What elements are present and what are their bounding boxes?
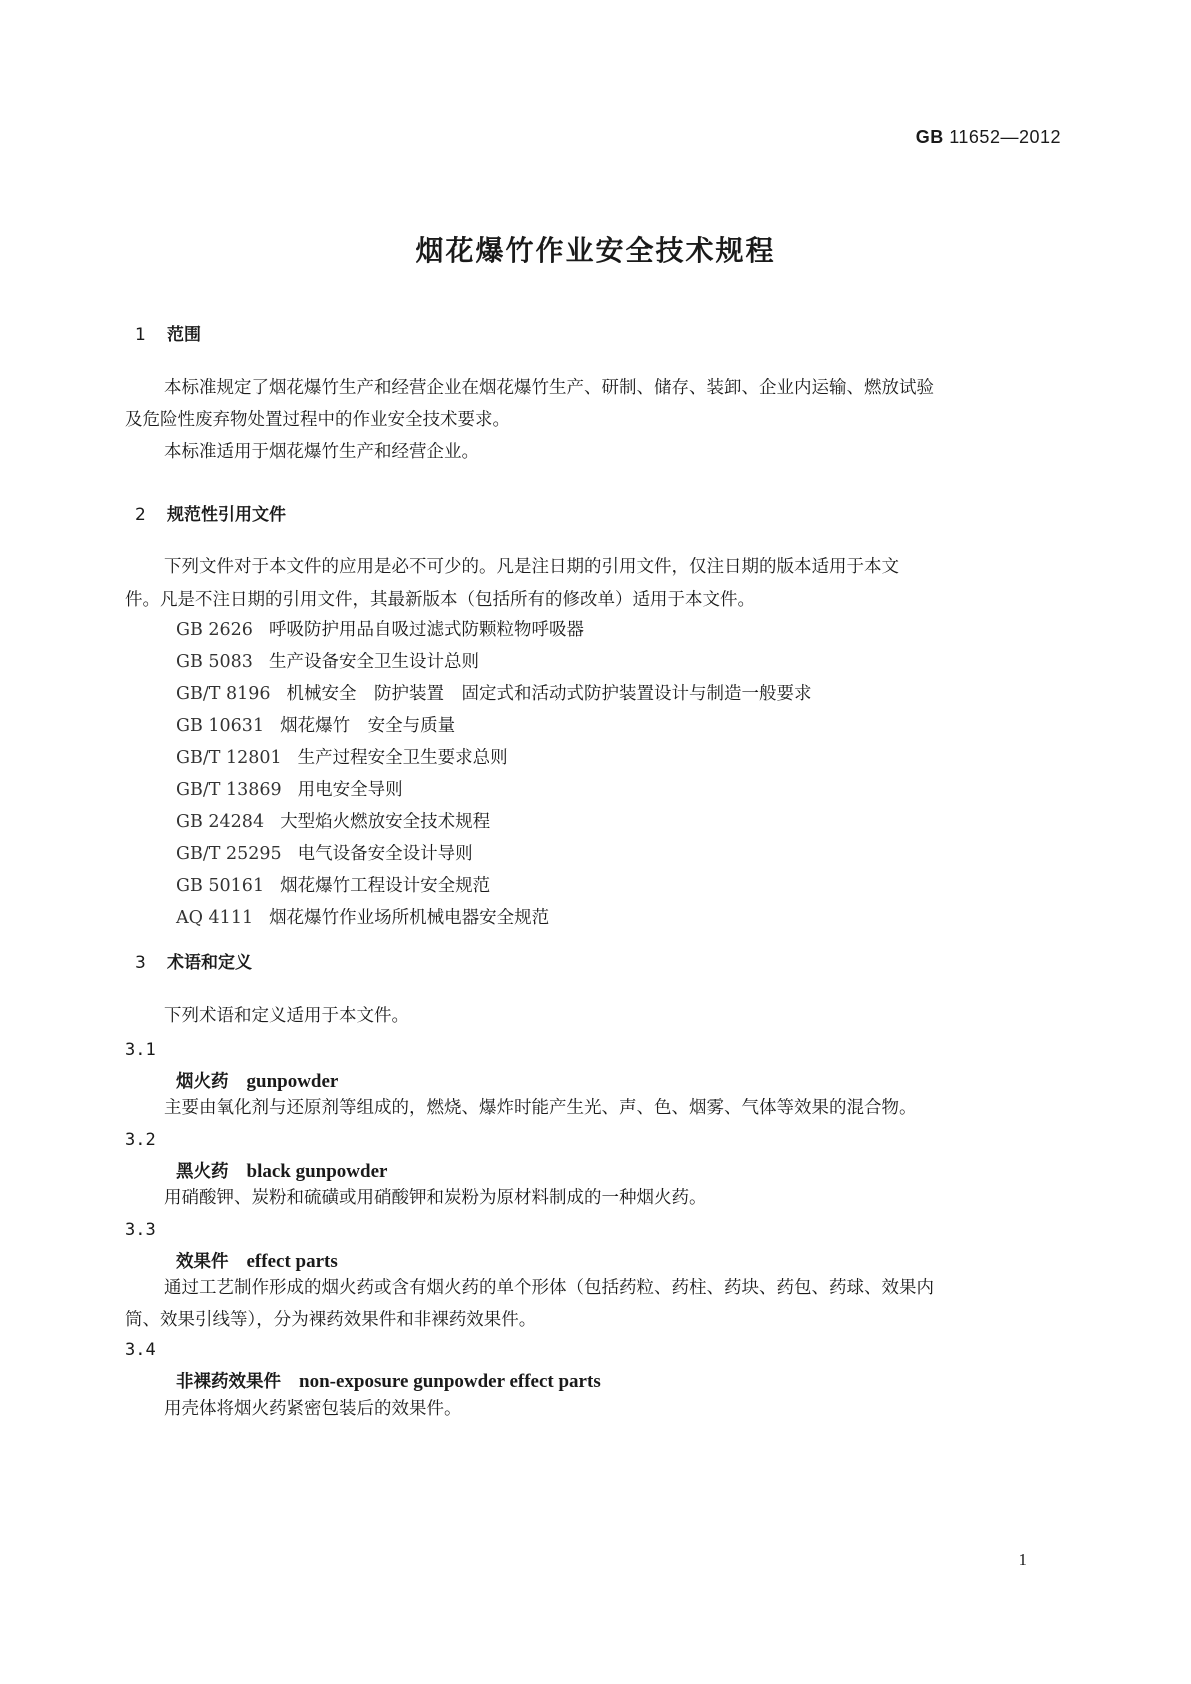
clause-number: 3.2 bbox=[125, 1130, 156, 1150]
reference-code: GB/T 8196 bbox=[176, 684, 271, 704]
term-en: non-exposure gunpowder effect parts bbox=[299, 1371, 601, 1392]
term-zh: 效果件 bbox=[176, 1252, 229, 1272]
reference-code: AQ 4111 bbox=[176, 908, 254, 928]
definition-line: 用壳体将烟火药紧密包装后的效果件。 bbox=[164, 1399, 462, 1419]
paragraph-line: 下列术语和定义适用于本文件。 bbox=[164, 1006, 409, 1026]
section-title: 术语和定义 bbox=[167, 953, 252, 973]
section-title: 规范性引用文件 bbox=[167, 505, 286, 525]
definition-line: 通过工艺制作形成的烟火药或含有烟火药的单个形体（包括药粒、药柱、药块、药包、药球、效果内 bbox=[164, 1278, 934, 1298]
reference-title: 呼吸防护用品自吸过滤式防颗粒物呼吸器 bbox=[268, 620, 584, 640]
reference-title: 机械安全 防护装置 固定式和活动式防护装置设计与制造一般要求 bbox=[286, 684, 812, 704]
reference-title: 用电安全导则 bbox=[297, 780, 403, 800]
standard-prefix: GB bbox=[915, 127, 944, 147]
clause-number: 3.4 bbox=[125, 1340, 156, 1360]
reference-code: GB 24284 bbox=[176, 812, 265, 832]
term-zh: 烟火药 bbox=[176, 1072, 229, 1092]
reference-code: GB/T 13869 bbox=[176, 780, 282, 800]
paragraph-line: 件。凡是不注日期的引用文件，其最新版本（包括所有的修改单）适用于本文件。 bbox=[125, 590, 755, 610]
reference-item bbox=[176, 806, 812, 838]
reference-code: GB 5083 bbox=[176, 652, 253, 672]
term-entry bbox=[176, 1068, 338, 1093]
reference-item bbox=[176, 774, 812, 806]
reference-title: 电气设备安全设计导则 bbox=[297, 844, 473, 864]
section-number: 1 bbox=[135, 325, 146, 345]
paragraph-line: 下列文件对于本文件的应用是必不可少的。凡是注日期的引用文件，仅注日期的版本适用于本文 bbox=[164, 557, 899, 577]
definition-line: 用硝酸钾、炭粉和硫磺或用硝酸钾和炭粉为原材料制成的一种烟火药。 bbox=[164, 1188, 707, 1208]
paragraph-line: 本标准规定了烟花爆竹生产和经营企业在烟花爆竹生产、研制、储存、装卸、企业内运输、燃放试验 bbox=[164, 378, 934, 398]
reference-title: 生产过程安全卫生要求总则 bbox=[297, 748, 508, 768]
definition-line: 主要由氧化剂与还原剂等组成的，燃烧、爆炸时能产生光、声、色、烟雾、气体等效果的混合物。 bbox=[164, 1098, 917, 1118]
section-number: 3 bbox=[135, 953, 146, 973]
definition-line: 筒、效果引线等），分为裸药效果件和非裸药效果件。 bbox=[125, 1310, 537, 1330]
reference-item bbox=[176, 838, 812, 870]
reference-list bbox=[176, 614, 812, 934]
reference-code: GB/T 25295 bbox=[176, 844, 282, 864]
reference-code: GB 50161 bbox=[176, 876, 265, 896]
section-heading-normative-references bbox=[135, 500, 286, 525]
clause-number: 3.1 bbox=[125, 1040, 156, 1060]
term-entry bbox=[176, 1158, 387, 1183]
reference-title: 大型焰火燃放安全技术规程 bbox=[280, 812, 491, 832]
clause-number: 3.3 bbox=[125, 1220, 156, 1240]
term-zh: 黑火药 bbox=[176, 1162, 229, 1182]
term-entry bbox=[176, 1368, 601, 1393]
paragraph-line: 本标准适用于烟花爆竹生产和经营企业。 bbox=[164, 442, 479, 462]
reference-title: 烟花爆竹工程设计安全规范 bbox=[280, 876, 491, 896]
term-zh: 非裸药效果件 bbox=[176, 1372, 281, 1392]
reference-item bbox=[176, 742, 812, 774]
term-en: gunpowder bbox=[246, 1071, 339, 1092]
reference-code: GB 10631 bbox=[176, 716, 265, 736]
term-entry bbox=[176, 1248, 338, 1273]
reference-title: 烟花爆竹 安全与质量 bbox=[280, 716, 456, 736]
reference-item bbox=[176, 870, 812, 902]
reference-item bbox=[176, 678, 812, 710]
reference-item bbox=[176, 646, 812, 678]
page-number: 1 bbox=[1018, 1550, 1027, 1569]
section-number: 2 bbox=[135, 505, 146, 525]
reference-item bbox=[176, 614, 812, 646]
standard-number bbox=[916, 127, 1061, 148]
term-en: effect parts bbox=[246, 1251, 338, 1272]
document-title: 烟花爆竹作业安全技术规程 bbox=[415, 234, 776, 267]
section-heading-terms-and-definitions bbox=[135, 948, 252, 973]
section-heading-scope bbox=[135, 320, 201, 345]
paragraph-line: 及危险性废弃物处置过程中的作业安全技术要求。 bbox=[125, 410, 510, 430]
reference-title: 烟花爆竹作业场所机械电器安全规范 bbox=[269, 908, 550, 928]
section-title: 范围 bbox=[167, 325, 201, 345]
reference-code: GB/T 12801 bbox=[176, 748, 282, 768]
reference-code: GB 2626 bbox=[176, 620, 253, 640]
standard-code: 11652—2012 bbox=[949, 127, 1061, 147]
term-en: black gunpowder bbox=[246, 1161, 388, 1182]
reference-item bbox=[176, 710, 812, 742]
reference-title: 生产设备安全卫生设计总则 bbox=[268, 652, 479, 672]
reference-item bbox=[176, 902, 812, 934]
